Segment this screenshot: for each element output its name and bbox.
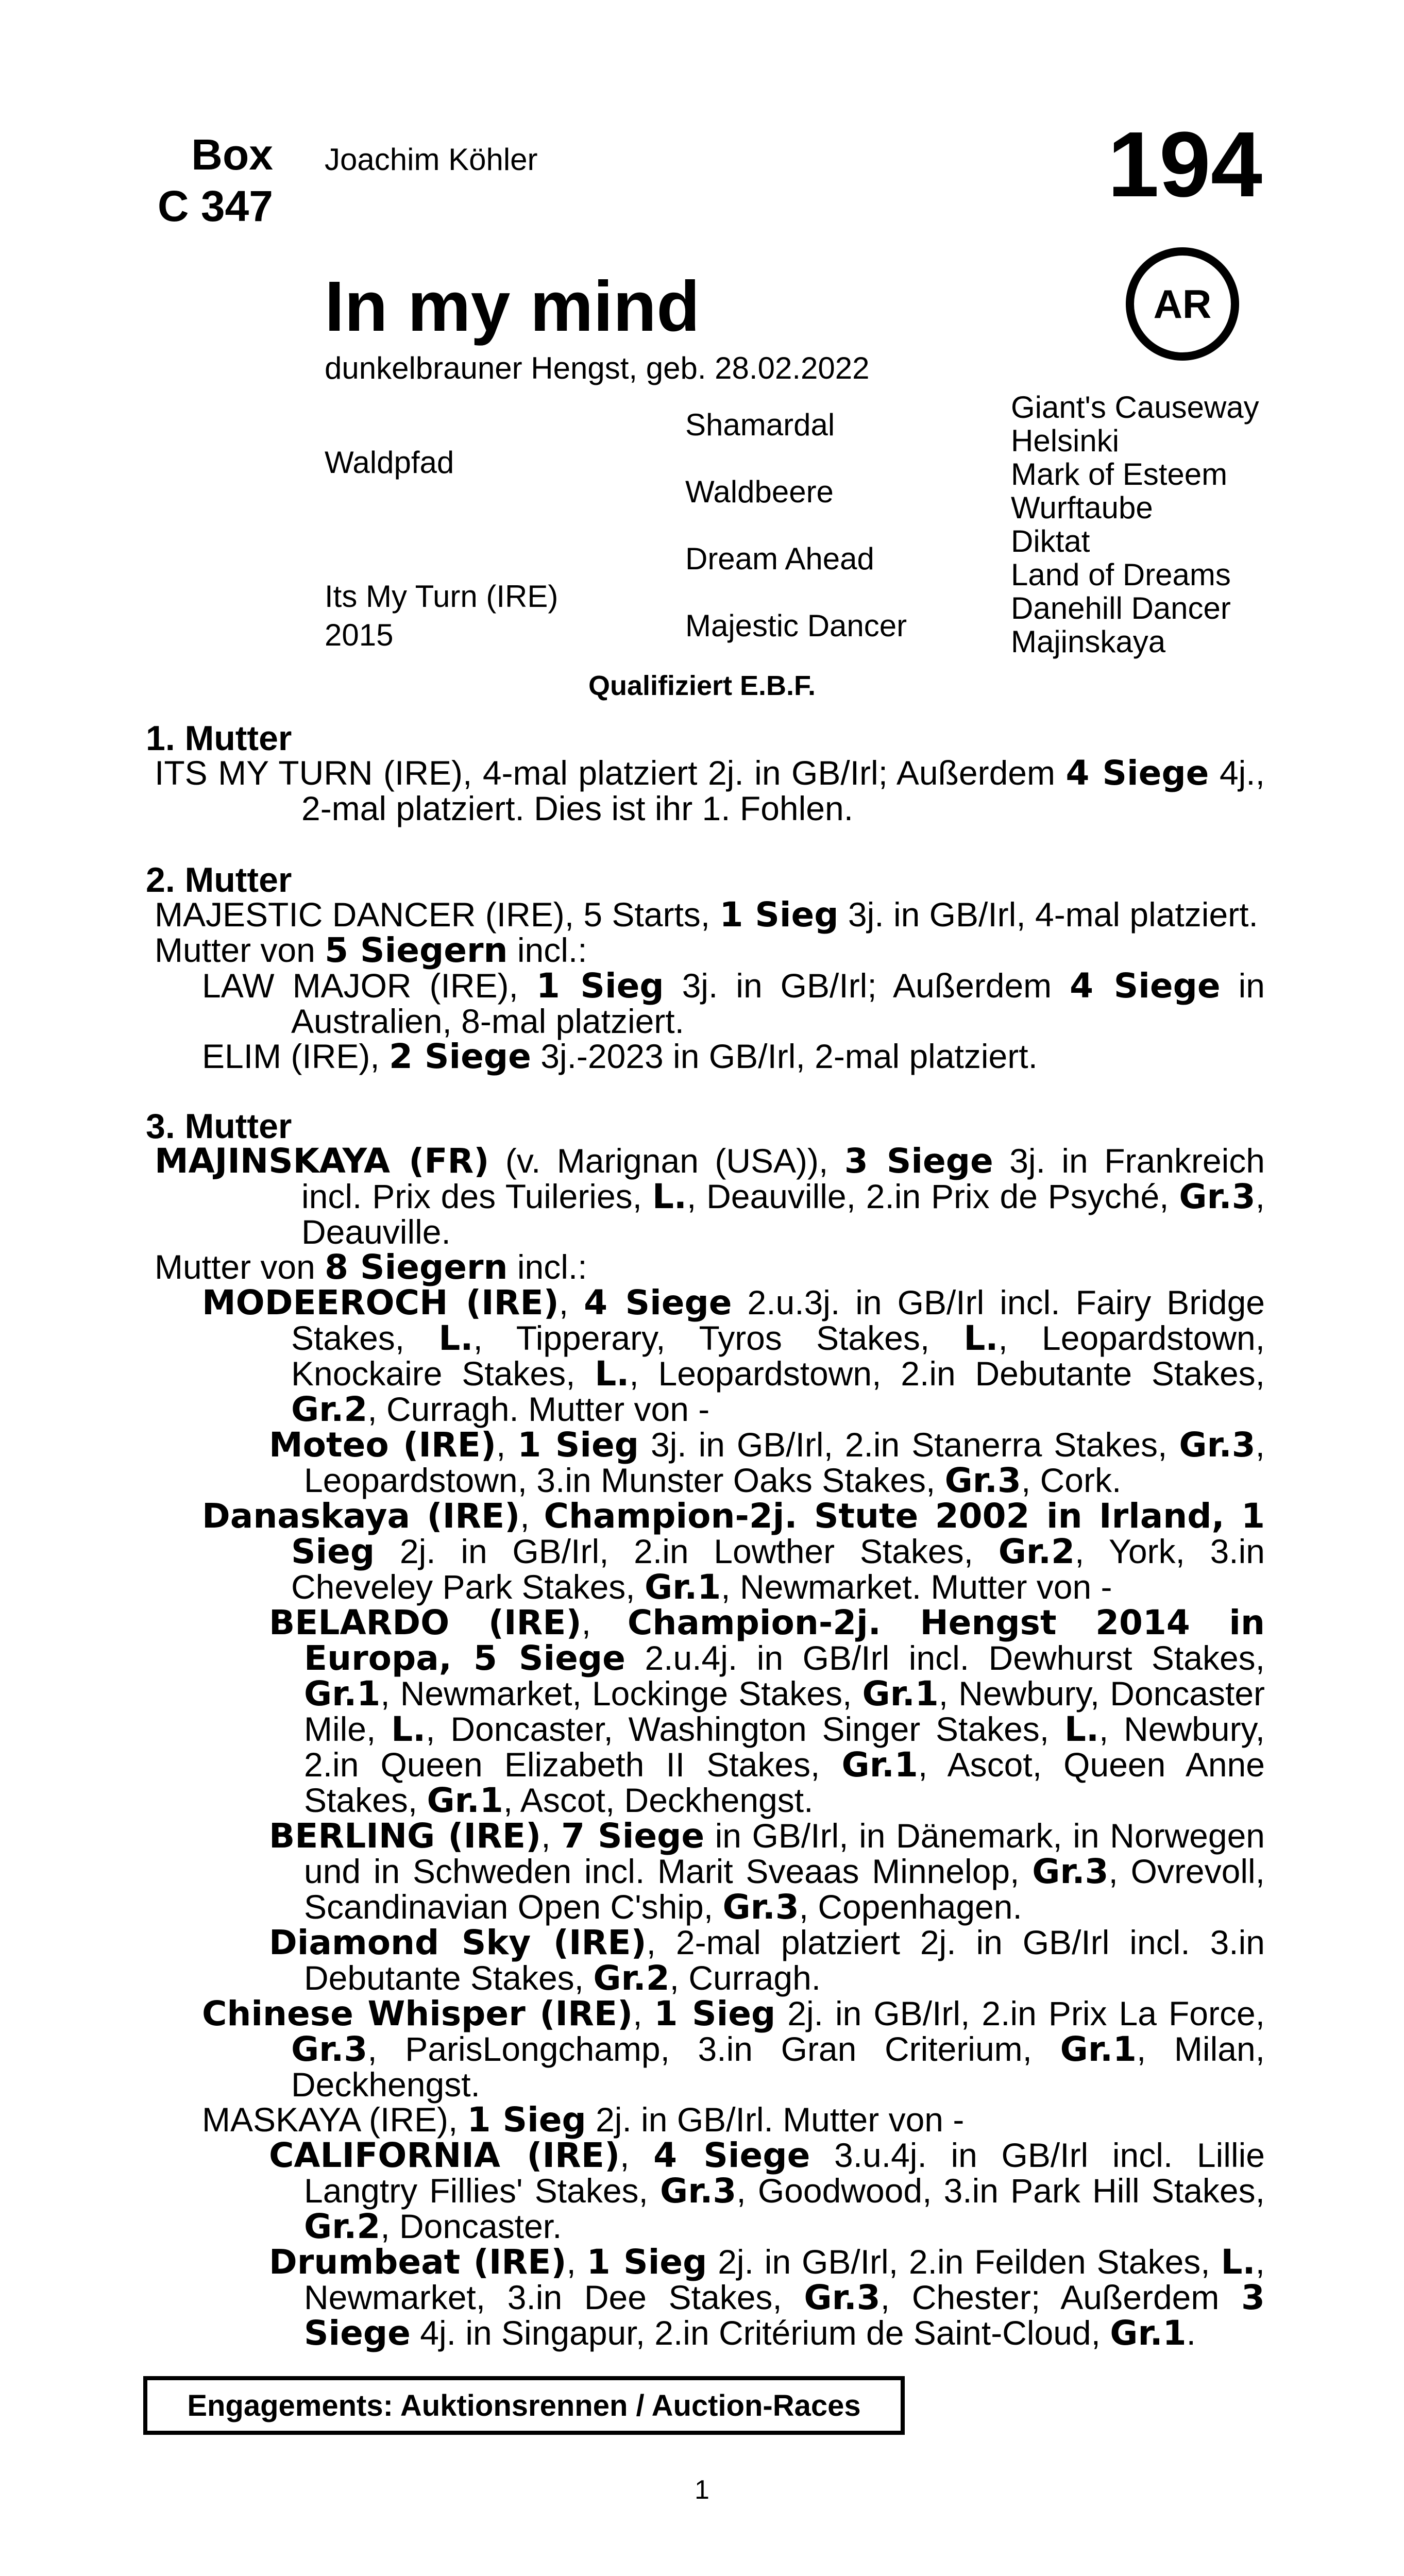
qualification-note: Qualifiziert E.B.F. [588,670,816,701]
section-heading-mutter-3: 3. Mutter [146,1107,292,1146]
offspring-maskaya: MASKAYA (IRE), 1 Sieg 2j. in GB/Irl. Mutter von - [202,2100,965,2140]
offspring-moteo: Moteo (IRE), 1 Sieg 3j. in GB/Irl, 2.in Stanerra Stakes, Gr.3, Leopardstown, 3.in Munster Oaks Stakes, Gr.3, Cork. [269,1425,1265,1500]
pedigree-grandparent: Waldbeere [685,474,834,509]
offspring-berling: BERLING (IRE), 7 Siege in GB/Irl, in Dänemark, in Norwegen und in Schweden incl. Marit Sveaas Minnelop, Gr.3, Ovrevoll, Scandinavian Open C'ship, Gr.3, Copenhagen. [269,1816,1265,1927]
pedigree-great-grandparent: Helsinki [1011,423,1120,458]
pedigree-grandparent: Majestic Dancer [685,608,907,643]
section-heading-mutter-1: 1. Mutter [146,719,292,758]
lot-number: 194 [1107,113,1262,216]
pedigree-dam: Its My Turn (IRE) [325,579,559,614]
ar-badge-label: AR [1153,281,1212,327]
mutter-3-block [155,1143,1265,2351]
offspring-california: CALIFORNIA (IRE), 4 Siege 3.u.4j. in GB/Irl incl. Lillie Langtry Fillies' Stakes, Gr.3, Goodwood, 3.in Park Hill Stakes, Gr.2, Doncaster. [269,2136,1265,2246]
pedigree-dam-year: 2015 [325,618,394,652]
pedigree-great-grandparent: Majinskaya [1011,624,1166,659]
pedigree-great-grandparent: Diktat [1011,524,1090,558]
section-heading-mutter-2: 2. Mutter [146,860,292,900]
mutter-1-entry: ITS MY TURN (IRE), 4-mal platziert 2j. in GB/Irl; Außerdem 4 Siege 4j., 2-mal platziert. Dies ist ihr 1. Fohlen. [155,753,1265,827]
engagements-label: Engagements: Auktionsrennen / Auction-Races [187,2388,861,2422]
pedigree-great-grandparent: Giant's Causeway [1011,390,1259,425]
offspring-law-major: LAW MAJOR (IRE), 1 Sieg 3j. in GB/Irl; Außerdem 4 Siege in Australien, 8-mal platziert. [202,966,1265,1040]
page-number: 1 [695,2475,709,2505]
box-number: C 347 [157,182,273,230]
offspring-chinese-whisper: Chinese Whisper (IRE), 1 Sieg 2j. in GB/Irl, 2.in Prix La Force, Gr.3, ParisLongchamp, 3.in Gran Criterium, Gr.1, Milan, Deckhengst. [202,1994,1265,2104]
mutter-3-entry: MAJINSKAYA (FR) (v. Marignan (USA)), 3 Siege 3j. in Frankreich incl. Prix des Tuileries, L., Deauville, 2.in Prix de Psyché, Gr.3, Deauville. [155,1141,1265,1251]
offspring-drumbeat: Drumbeat (IRE), 1 Sieg 2j. in GB/Irl, 2.in Feilden Stakes, L., Newmarket, 3.in Dee Stakes, Gr.3, Chester; Außerdem 3 Siege 4j. in Singapur, 2.in Critérium de Saint-Cloud, Gr.1. [269,2242,1265,2353]
offspring-belardo: BELARDO (IRE), Champion-2j. Hengst 2014 in Europa, 5 Siege 2.u.4j. in GB/Irl incl. Dewhurst Stakes, Gr.1, Newmarket, Lockinge Stakes, Gr.1, Newbury, Doncaster Mile, L., Doncaster, Washington Singer Stakes, L., Newbury, 2.in Queen Elizabeth II Stakes, Gr.1, Ascot, Queen Anne Stakes, Gr.1, Ascot, Deckhengst. [269,1603,1265,1820]
box-title: Box [191,130,273,179]
mutter-3-offspring-intro: Mutter von 8 Siegern incl.: [155,1247,587,1287]
pedigree-great-grandparent: Land of Dreams [1011,557,1231,592]
horse-name: In my mind [325,267,700,346]
offspring-modeeroch: MODEEROCH (IRE), 4 Siege 2.u.3j. in GB/Irl incl. Fairy Bridge Stakes, L., Tipperary, Tyros Stakes, L., Leopardstown, Knockaire Stakes, L., Leopardstown, 2.in Debutante Stakes, Gr.2, Curragh. Mutter von - [202,1283,1265,1429]
offspring-diamond-sky: Diamond Sky (IRE), 2-mal platziert 2j. in GB/Irl incl. 3.in Debutante Stakes, Gr.2, Curragh. [269,1923,1265,1998]
mutter-1-block [155,755,1265,826]
offspring-danaskaya: Danaskaya (IRE), Champion-2j. Stute 2002 in Irland, 1 Sieg 2j. in GB/Irl, 2.in Lowther Stakes, Gr.2, York, 3.in Cheveley Park Stakes, Gr.1, Newmarket. Mutter von - [202,1496,1265,1607]
pedigree-great-grandparent: Mark of Esteem [1011,457,1228,492]
pedigree-grandparent: Shamardal [685,408,835,442]
ar-badge [1126,247,1239,361]
pedigree-sire: Waldpfad [325,445,454,480]
engagements-box [143,2376,905,2435]
pedigree-grandparent: Dream Ahead [685,541,874,576]
mutter-2-offspring-intro: Mutter von 5 Siegern incl.: [155,930,587,970]
pedigree-great-grandparent: Wurftaube [1011,490,1153,525]
offspring-elim: ELIM (IRE), 2 Siege 3j.-2023 in GB/Irl, 2-mal platziert. [202,1037,1038,1076]
mutter-2-block [155,897,1265,1074]
horse-description: dunkelbrauner Hengst, geb. 28.02.2022 [325,351,870,385]
mutter-2-entry: MAJESTIC DANCER (IRE), 5 Starts, 1 Sieg 3j. in GB/Irl, 4-mal platziert. [155,895,1258,935]
box-label [149,129,273,232]
pedigree-great-grandparent: Danehill Dancer [1011,591,1231,625]
breeder-name: Joachim Köhler [325,142,538,177]
